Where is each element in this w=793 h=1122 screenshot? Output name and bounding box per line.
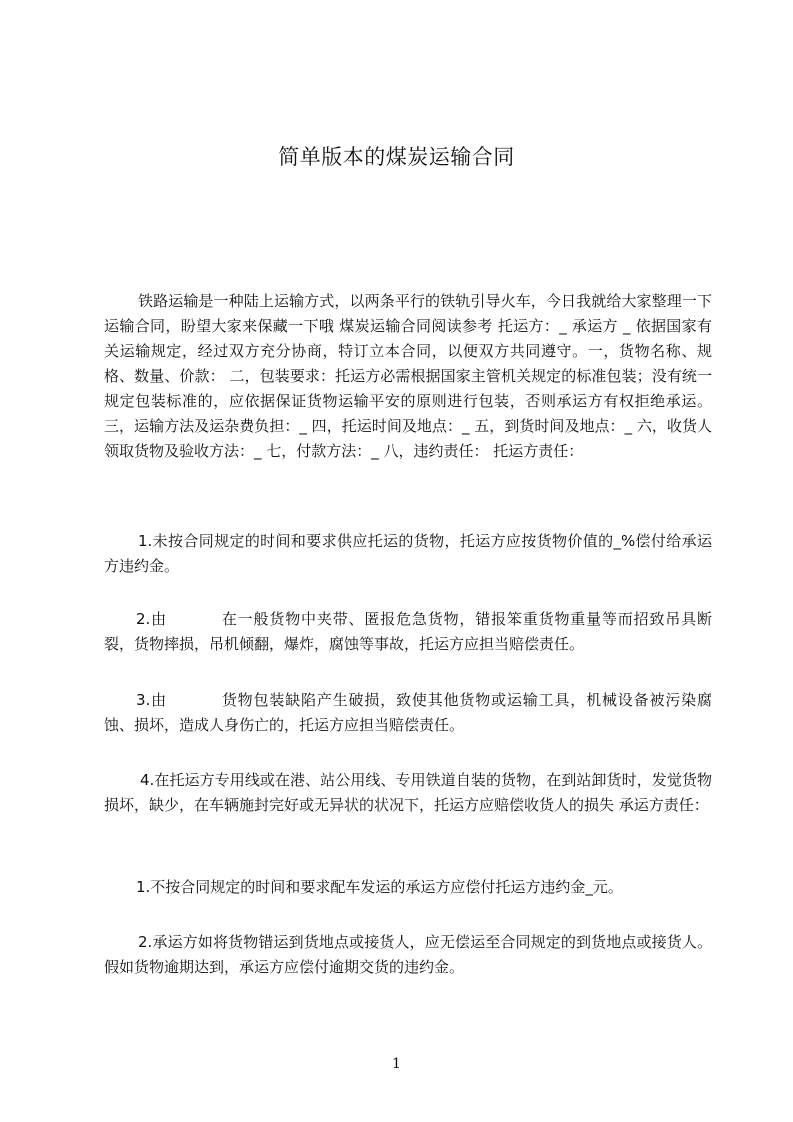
intro-paragraph: 铁路运输是一种陆上运输方式，以两条平行的铁轨引导火车，今日我就给大家整理一下运输合同，盼望大家来保藏一下哦 煤炭运输合同阅读参考 托运方：_ 承运方 _ 依据国家有关运输规定，经过双方充分协商，特订立本合同，以便双方共同遵守。一，货物名称、规格、数量、价款： 二，包装要求：托运方必需根据国家主管机关规定的标准包装；没有统一规定包装标准的，应依据保证货物运输平安的原则进行包装，否则承运方有权拒绝承运。 三，运输方法及运杂费负担：_ 四，托运时间及地点：_ 五，到货时间及地点：_ 六，收货人领取货物及验收方法：_ 七，付款方法：_ 八，违约责任： 托运方责任： <box>104 292 712 460</box>
page-title: 简单版本的煤炭运输合同 <box>278 145 515 169</box>
shipper-clause-3 <box>104 688 712 738</box>
clause-3-number: 3.由 <box>136 691 167 709</box>
carrier-clause-2: 2.承运方如将货物错运到货地点或接货人，应无偿运至合同规定的到货地点或接货人。假如货物逾期达到，承运方应偿付逾期交货的违约金。 <box>104 933 712 976</box>
clause-2-number: 2.由 <box>136 610 167 628</box>
shipper-clause-4: 4.在托运方专用线或在港、站公用线、专用铁道自装的货物，在到站卸货时，发觉货物损坏，缺少，在车辆施封完好或无异状的状况下，托运方应赔偿收货人的损失 承运方责任： <box>104 771 712 814</box>
clause-2-text: 在一般货物中夹带、匿报危急货物，错报笨重货物重量等而招致吊具断裂，货物摔损，吊机倾翻，爆炸，腐蚀等事故，托运方应担当赔偿责任。 <box>104 610 712 653</box>
page-number: 1 <box>392 1056 401 1072</box>
shipper-clause-2 <box>104 607 712 657</box>
shipper-clause-1: 1.未按合同规定的时间和要求供应托运的货物，托运方应按货物价值的_%偿付给承运方违约金。 <box>104 532 712 575</box>
clause-3-text: 货物包装缺陷产生破损，致使其他货物或运输工具，机械设备被污染腐蚀、损坏，造成人身伤亡的，托运方应担当赔偿责任。 <box>104 691 712 734</box>
carrier-clause-1: 1.不按合同规定的时间和要求配车发运的承运方应偿付托运方违约金_元。 <box>136 878 623 896</box>
